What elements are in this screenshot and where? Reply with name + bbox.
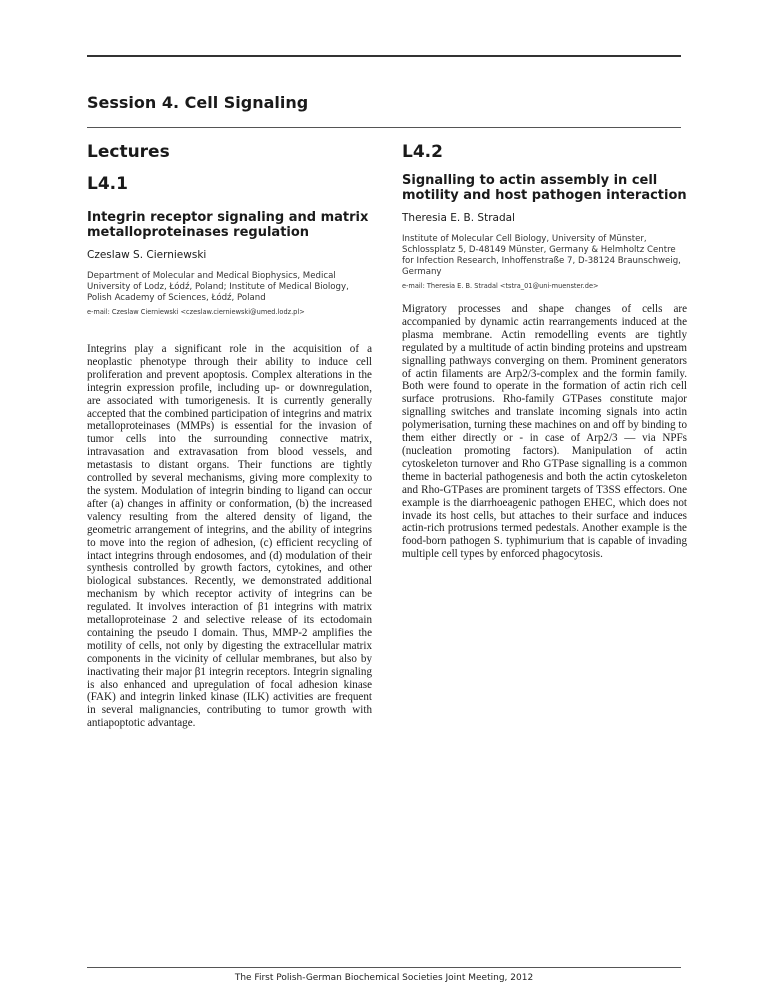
footer-rule	[87, 967, 681, 968]
top-rule	[87, 55, 681, 57]
abstract-body: Migratory processes and shape changes of cells are accompanied by dynamic actin rearrangements induced at the plasma membrane. Actin remodelling events are tightly regulated by a multitude of actin binding proteins and upstream signalling pathways converging on them. Prominent generators of actin filaments are Arp2/3-complex and the formin family. Both were found to operate in the formation of actin rich cell surface protrusions. Rho-family GTPases constitute major signalling switches and translate incoming signals into actin polymerisation, turning these machines on and off by binding to them either directly or - in case of Arp2/3 — via NPFs (nucleation promoting factors). Manipulation of actin cytoskeleton turnover and Rho GTPase signalling is a common theme in bacterial pathogenesis and both the actin cytoskeleton and Rho-GTPases are prominent targets of T3SS effectors. One example is the diarrhoeagenic pathogen EHEC, which does not invade its host cells, but attaches to their surface and induces actin-rich protrusions termed pedestals. Another example is the food-born pathogen S. typhimurium that is capable of invading multiple cell types by enforced phagocytosis.	[402, 303, 687, 561]
abstract-title: Signalling to actin assembly in cell motility and host pathogen interaction	[402, 173, 687, 203]
session-title: Session 4. Cell Signaling	[87, 93, 309, 112]
footer-text: The First Polish-German Biochemical Societies Joint Meeting, 2012	[234, 973, 534, 983]
abstract-body: Integrins play a significant role in the acquisition of a neoplastic phenotype through their ability to induce cell proliferation and prevent apoptosis. Complex alterations in the integrin expression profile, including up- or downregulation, are associated with tumorigenesis. It is currently generally accepted that the combined participation of integrins and matrix metalloproteinases (MMPs) is essential for the invasion of tumor cells into the surrounding connective matrix, intravasation and extravasation from blood vessels, and metastasis to distant organs. Their functions are tightly controlled by several mechanisms, giving more complexity to the system. Modulation of integrin binding to ligand can occur after (a) changes in affinity or conformation, (b) the increased valency resulting from the altered density of ligand, the geometric arrangement of integrins, and the ability of integrins to move into the region of adhesion, (c) efficient recycling of intact integrins through endosomes, and (d) modulation of their synthesis controlled by growth factors, cytokines, and other biological substances. Recently, we demonstrated additional mechanism by which receptor activity of integrins can be regulated. It involves interaction of β1 integrins with matrix metalloproteinase 2 and selective release of its ectodomain containing the pseudo I domain. Thus, MMP-2 amplifies the motility of cells, not only by digesting the extracellular matrix components in the vicinity of cellular membranes, but also by inactivating their major β1 integrin receptors. Integrin signaling is also enhanced and upregulation of focal adhesion kinase (FAK) and integrin linked kinase (ILK) activities are frequent in several malignancies, contributing to tumor growth with antiapoptotic advantage.	[87, 343, 372, 730]
session-rule	[87, 127, 681, 128]
abstract-affiliation: Department of Molecular and Medical Biophysics, Medical University of Lodz, Łódź, Poland; Institute of Medical Biology, Polish Academy of Sciences, Łódź, Poland	[87, 271, 349, 303]
abstract-email: e-mail: Theresia E. B. Stradal <tstra_01@uni-muenster.de>	[402, 282, 599, 290]
abstract-author: Theresia E. B. Stradal	[402, 212, 515, 224]
abstract-email: e-mail: Czeslaw Cierniewski <czeslaw.cierniewski@umed.lodz.pl>	[87, 308, 305, 316]
abstract-title: Integrin receptor signaling and matrix metalloproteinases regulation	[87, 210, 369, 240]
abstract-code: L4.2	[402, 142, 443, 162]
right-column	[402, 141, 687, 561]
left-column	[87, 141, 372, 730]
section-heading: Lectures	[87, 142, 170, 162]
abstract-affiliation: Institute of Molecular Cell Biology, University of Münster, Schlossplatz 5, D-48149 Münster, Germany & Helmholtz Centre for Infection Research, Inhoffenstraße 7, D-38124 Braunschweig, Germany	[402, 234, 681, 277]
abstract-code: L4.1	[87, 174, 128, 194]
abstract-author: Czeslaw S. Cierniewski	[87, 249, 207, 261]
